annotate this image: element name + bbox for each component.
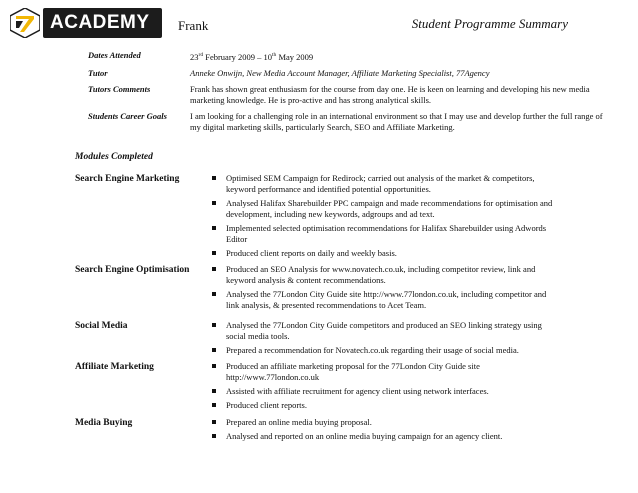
bullet-item: Analysed Halifax Sharebuilder PPC campaign and made recommendations for optimisation and development, including new keywords, adgroups and ad text. [210, 198, 560, 220]
module-title: Media Buying [75, 418, 133, 428]
module-title: Search Engine Optimisation [75, 265, 190, 275]
modules-heading: Modules Completed [75, 152, 153, 162]
seven-seven-logo-icon [10, 8, 40, 38]
bullet-item: Implemented selected optimisation recommendations for Halifax Sharebuilder using Adwords Editor [210, 223, 560, 245]
bullet-item: Produced an SEO Analysis for www.novatech.co.uk, including competitor review, link and keyword analysis & content recommendations. [210, 264, 560, 286]
bullet-item: Produced client reports on daily and weekly basis. [210, 248, 560, 259]
dates-label: Dates Attended [88, 50, 141, 60]
module-title: Affiliate Marketing [75, 362, 154, 372]
tutor-label: Tutor [88, 67, 108, 78]
bullet-item: Assisted with affiliate recruitment for agency client using network interfaces. [210, 386, 560, 397]
student-info-table [88, 50, 608, 138]
tutor-row [88, 68, 608, 79]
career-goals-label: Students Career Goals [88, 110, 167, 121]
career-goals-value: I am looking for a challenging role in an international environment so that I may use and develop further the full range of my digital marketing skills, particularly Search, SEO and Affiliate Marketing. [190, 110, 603, 132]
document-title: Student Programme Summary [411, 16, 568, 31]
module-title: Social Media [75, 321, 128, 331]
bullet-item: Prepared an online media buying proposal. [210, 417, 560, 428]
module-affiliate-marketing [75, 361, 560, 414]
module-social-media [75, 320, 560, 359]
bullet-item: Analysed the 77London City Guide competitors and produced an SEO linking strategy using social media tools. [210, 320, 560, 342]
module-bullets [210, 320, 560, 359]
dates-row [88, 50, 608, 63]
bullet-item: Analysed the 77London City Guide site http://www.77london.co.uk, including competitor and link analysis, & presented recommendations to Acet Team. [210, 289, 560, 311]
module-search-engine-optimisation [75, 264, 560, 314]
bullet-item: Prepared a recommendation for Novatech.co.uk regarding their usage of social media. [210, 345, 560, 356]
module-title: Search Engine Marketing [75, 174, 180, 184]
comments-row [88, 84, 608, 106]
module-bullets [210, 173, 560, 262]
bullet-item: Produced an affiliate marketing proposal for the 77London City Guide site http://www.77london.co.uk [210, 361, 560, 383]
module-bullets [210, 264, 560, 314]
academy-logo [10, 8, 162, 38]
comments-value: Frank has shown great enthusiasm for the course from day one. He is keen on learning and developing his new media marketing knowledge. He is pro-active and has strong analytical skills. [190, 83, 590, 105]
logo-wordmark: ACADEMY [43, 8, 162, 38]
module-bullets [210, 361, 560, 414]
comments-label: Tutors Comments [88, 83, 151, 94]
bullet-item: Optimised SEM Campaign for Redirock; carried out analysis of the market & competitors, keyword performance and identified potential opportunities. [210, 173, 560, 195]
career-goals-row [88, 111, 608, 133]
bullet-item: Produced client reports. [210, 400, 560, 411]
bullet-item: Analysed and reported on an online media buying campaign for an agency client. [210, 431, 560, 442]
module-bullets [210, 417, 560, 445]
module-search-engine-marketing [75, 173, 560, 262]
dates-value: 23rd February 2009 – 10th May 2009 [190, 51, 314, 62]
module-media-buying [75, 417, 560, 445]
student-name: Frank [178, 18, 209, 33]
tutor-value: Anneke Onwijn, New Media Account Manager, Affiliate Marketing Specialist, 77Agency [190, 67, 490, 78]
